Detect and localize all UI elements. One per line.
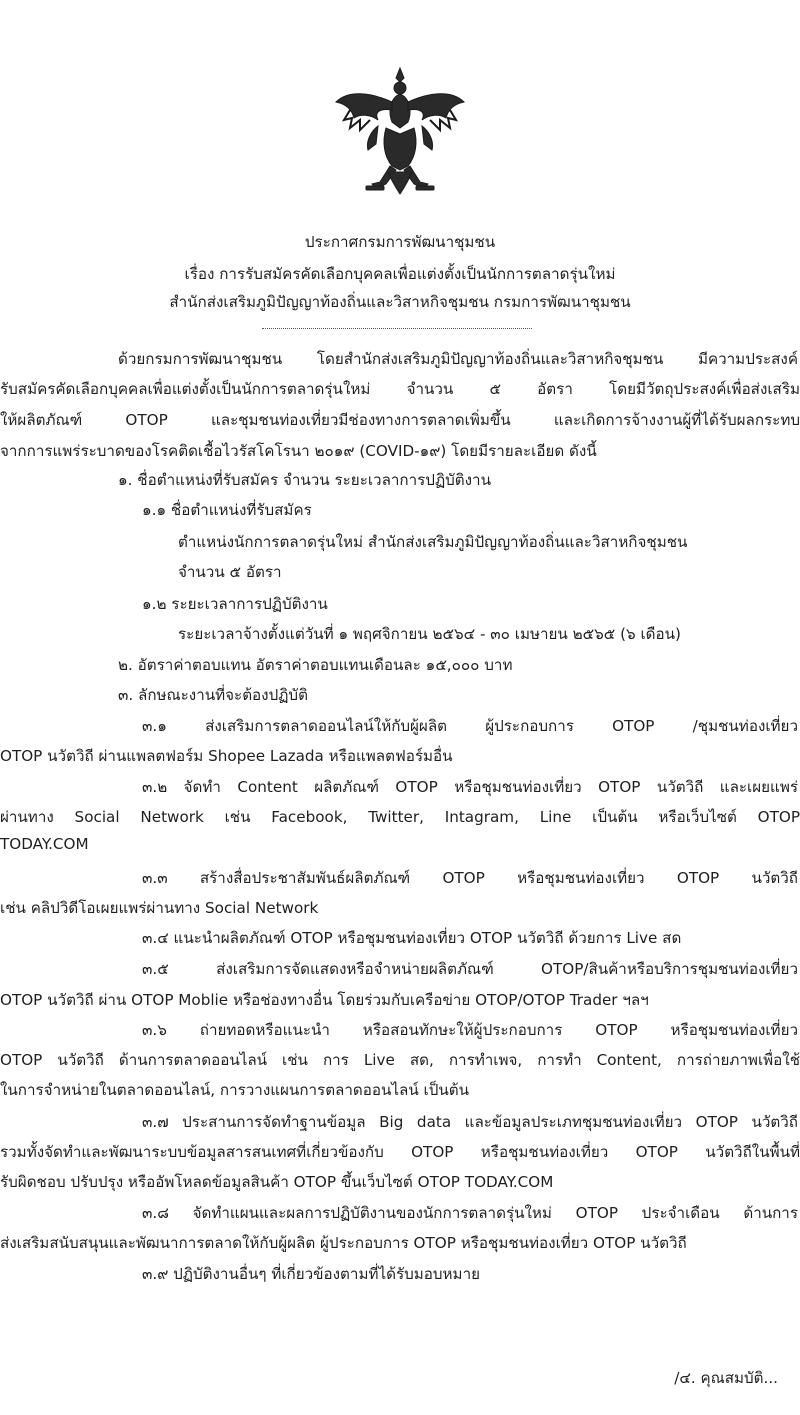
duty-3-6-cont: ในการจำหน่ายในตลาดออนไลน์, การวางแผนการตลาดออนไลน์ เป็นต้น (0, 1081, 469, 1099)
continuation-note: /๔. คุณสมบัติ... (674, 1369, 778, 1387)
duty-3-8: ๓.๘ จัดทำแผนและผลการปฏิบัติงานของนักการตลาดรุ่นใหม่ OTOP ประจำเดือน ด้านการ (142, 1204, 798, 1222)
duty-3-1: ๓.๑ ส่งเสริมการตลาดออนไลน์ให้กับผู้ผลิต ผู้ประกอบการ OTOP /ชุมชนท่องเที่ยว (142, 717, 798, 735)
position-name: ตำแหน่งนักการตลาดรุ่นใหม่ สำนักส่งเสริมภูมิปัญญาท้องถิ่นและวิสาหกิจชุมชน (178, 533, 688, 551)
announcement-title: ประกาศกรมการพัฒนาชุมชน (304, 233, 496, 251)
section3-heading: ๓. ลักษณะงานที่จะต้องปฏิบัติ (118, 686, 308, 704)
duty-3-5-cont: OTOP นวัตวิถี ผ่าน OTOP Moblie หรือช่องทางอื่น โดยร่วมกับเครือข่าย OTOP/OTOP Trader ฯลฯ (0, 991, 649, 1009)
section1-heading: ๑. ชื่อตำแหน่งที่รับสมัคร จำนวน ระยะเวลาการปฏิบัติงาน (118, 471, 491, 489)
section1-2-heading: ๑.๒ ระยะเวลาการปฏิบัติงาน (142, 595, 328, 613)
duty-3-3: ๓.๓ สร้างสื่อประชาสัมพันธ์ผลิตภัณฑ์ OTOP หรือชุมชนท่องเที่ยว OTOP นวัตวิถี (142, 869, 798, 887)
announcement-office: สำนักส่งเสริมภูมิปัญญาท้องถิ่นและวิสาหกิจชุมชน กรมการพัฒนาชุมชน (169, 293, 631, 311)
duty-3-7-cont: รวมทั้งจัดทำและพัฒนาระบบข้อมูลสารสนเทศที่เกี่ยวข้องกับ OTOP หรือชุมชนท่องเที่ยว OTOP นวัตวิถีในพื้นที่ (0, 1143, 800, 1161)
duty-3-6-cont: OTOP นวัตวิถี ด้านการตลาดออนไลน์ เช่น การ Live สด, การทำเพจ, การทำ Content, การถ่ายภาพเพื่อใช้ (0, 1051, 800, 1069)
intro-line: ด้วยกรมการพัฒนาชุมชน โดยสำนักส่งเสริมภูมิปัญญาท้องถิ่นและวิสาหกิจชุมชน มีความประสงค์ (118, 350, 798, 368)
dotted-divider (262, 328, 532, 329)
announcement-subject: เรื่อง การรับสมัครคัดเลือกบุคคลเพื่อแต่งตั้งเป็นนักการตลาดรุ่นใหม่ (184, 265, 616, 283)
garuda-emblem-icon (330, 62, 470, 202)
duty-3-6: ๓.๖ ถ่ายทอดหรือแนะนำ หรือสอนทักษะให้ผู้ประกอบการ OTOP หรือชุมชนท่องเที่ยว (142, 1021, 798, 1039)
duty-3-1-cont: OTOP นวัตวิถี ผ่านแพลตฟอร์ม Shopee Lazada หรือแพลตฟอร์มอื่น (0, 747, 453, 765)
duty-3-5: ๓.๕ ส่งเสริมการจัดแสดงหรือจำหน่ายผลิตภัณฑ์ OTOP/สินค้าหรือบริการชุมชนท่องเที่ยว (142, 960, 798, 978)
duty-3-9: ๓.๙ ปฏิบัติงานอื่นๆ ที่เกี่ยวข้องตามที่ได้รับมอบหมาย (142, 1265, 480, 1283)
section2-compensation: ๒. อัตราค่าตอบแทน อัตราค่าตอบแทนเดือนละ ๑๕,๐๐๐ บาท (118, 656, 513, 674)
duty-3-4: ๓.๔ แนะนำผลิตภัณฑ์ OTOP หรือชุมชนท่องเที่ยว OTOP นวัตวิถี ด้วยการ Live สด (142, 929, 682, 947)
duty-3-3-cont: เช่น คลิปวิดีโอเผยแพร่ผ่านทาง Social Network (0, 899, 319, 917)
duty-3-2-cont: TODAY.COM (0, 835, 89, 853)
section1-1-heading: ๑.๑ ชื่อตำแหน่งที่รับสมัคร (142, 501, 312, 519)
duty-3-2-cont: ผ่านทาง Social Network เช่น Facebook, Twitter, Intagram, Line เป็นต้น หรือเว็บไซต์ OTOP (0, 808, 800, 826)
duty-3-7-cont: รับผิดชอบ ปรับปรุง หรืออัพโหลดข้อมูลสินค้า OTOP ขึ้นเว็บไซต์ OTOP TODAY.COM (0, 1173, 554, 1191)
duty-3-2: ๓.๒ จัดทำ Content ผลิตภัณฑ์ OTOP หรือชุมชนท่องเที่ยว OTOP นวัตวิถี และเผยแพร่ (142, 778, 798, 796)
intro-line: รับสมัครคัดเลือกบุคคลเพื่อแต่งตั้งเป็นนักการตลาดรุ่นใหม่ จำนวน ๕ อัตรา โดยมีวัตถุประสงค์เพื่อส่งเสริม (0, 380, 800, 398)
intro-line: ให้ผลิตภัณฑ์ OTOP และชุมชนท่องเที่ยวมีช่องทางการตลาดเพิ่มขึ้น และเกิดการจ้างงานผู้ที่ได้รับผลกระทบ (0, 411, 800, 429)
intro-line: จากการแพร่ระบาดของโรคติดเชื้อไวรัสโคโรนา ๒๐๑๙ (COVID-๑๙) โดยมีรายละเอียด ดังนี้ (0, 442, 597, 460)
duty-3-7: ๓.๗ ประสานการจัดทำฐานข้อมูล Big data และข้อมูลประเภทชุมชนท่องเที่ยว OTOP นวัตวิถี (142, 1113, 798, 1131)
position-count: จำนวน ๕ อัตรา (178, 563, 282, 581)
duty-3-8-cont: ส่งเสริมสนับสนุนและพัฒนาการตลาดให้กับผู้ผลิต ผู้ประกอบการ OTOP หรือชุมชนท่องเที่ยว OTOP นวัตวิถี (0, 1234, 687, 1252)
employment-period: ระยะเวลาจ้างตั้งแต่วันที่ ๑ พฤศจิกายน ๒๕๖๔ - ๓๐ เมษายน ๒๕๖๕ (๖ เดือน) (178, 625, 681, 643)
